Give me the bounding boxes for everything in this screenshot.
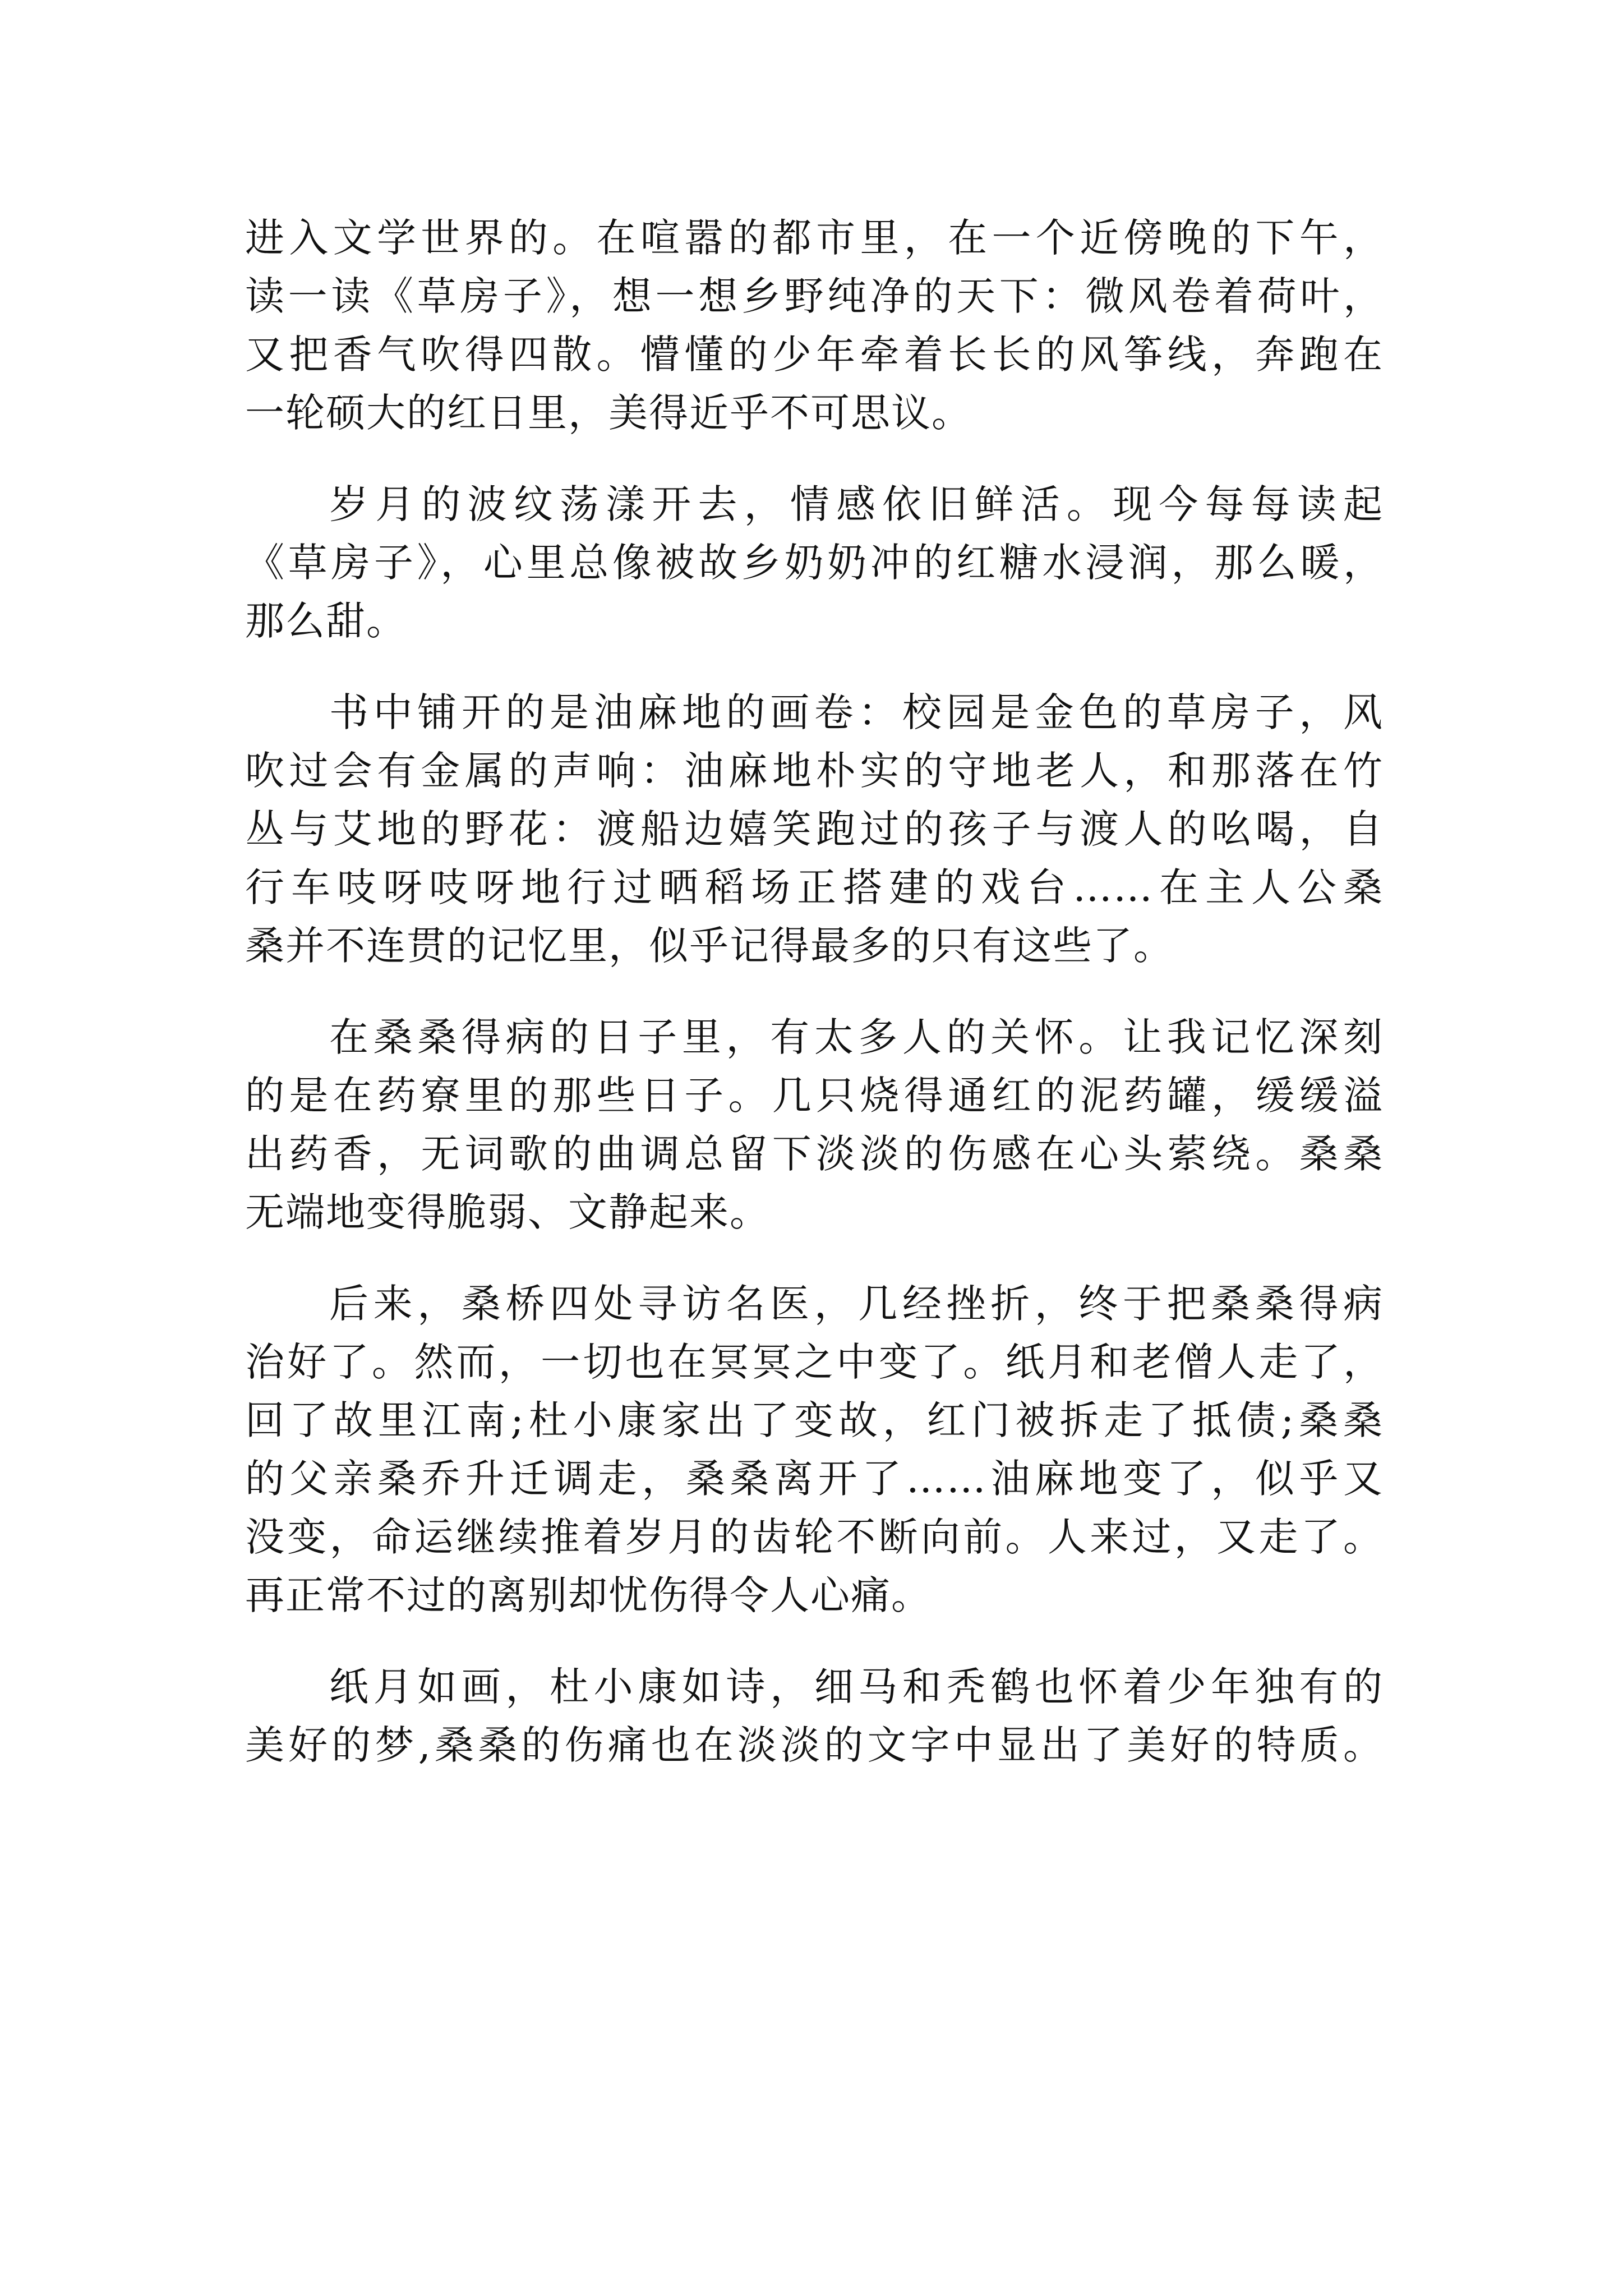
- paragraph-5: [245, 1274, 1384, 1625]
- text-line: 回了故里江南;杜小康家出了变故，红门被拆走了抵债;桑桑: [245, 1397, 1384, 1443]
- text-line: 又把香气吹得四散。懵懂的少年牵着长长的风筝线，奔跑在: [245, 332, 1384, 378]
- text-line: 再正常不过的离别却忧伤得令人心痛。: [245, 1572, 932, 1618]
- text-line: 那么甜。: [245, 598, 407, 644]
- text-line: 进入文学世界的。在喧嚣的都市里，在一个近傍晚的下午，: [245, 215, 1384, 261]
- text-line: 桑并不连贯的记忆里，似乎记得最多的只有这些了。: [245, 923, 1174, 969]
- text-line: 没变，命运继续推着岁月的齿轮不断向前。人来过，又走了。: [245, 1514, 1384, 1560]
- text-line: 岁月的波纹荡漾开去，情感依旧鲜活。现今每每读起: [329, 481, 1384, 527]
- paragraph-1: [245, 209, 1384, 442]
- body-text: [245, 209, 1384, 1807]
- text-line: 吹过会有金属的声响：油麻地朴实的守地老人，和那落在竹: [245, 748, 1384, 794]
- text-line: 《草房子》，心里总像被故乡奶奶冲的红糖水浸润，那么暖，: [245, 540, 1384, 586]
- text-line: 行车吱呀吱呀地行过晒稻场正搭建的戏台……在主人公桑: [245, 864, 1384, 910]
- text-line: 的是在药寮里的那些日子。几只烧得通红的泥药罐，缓缓溢: [245, 1073, 1384, 1119]
- text-line: 的父亲桑乔升迁调走，桑桑离开了……油麻地变了，似乎又: [245, 1456, 1384, 1502]
- paragraph-4: [245, 1008, 1384, 1241]
- text-line: 纸月如画，杜小康如诗，细马和秃鹤也怀着少年独有的: [329, 1664, 1384, 1710]
- text-line: 出药香，无词歌的曲调总留下淡淡的伤感在心头萦绕。桑桑: [245, 1131, 1384, 1177]
- text-line: 无端地变得脆弱、文静起来。: [245, 1189, 770, 1235]
- paragraph-2: [245, 475, 1384, 650]
- paragraph-3: [245, 683, 1384, 975]
- text-line: 治好了。然而，一切也在冥冥之中变了。纸月和老僧人走了，: [245, 1339, 1384, 1385]
- text-line: 后来，桑桥四处寻访名医，几经挫折，终于把桑桑得病: [329, 1281, 1384, 1327]
- text-line: 一轮硕大的红日里，美得近乎不可思议。: [245, 390, 972, 436]
- text-line: 丛与艾地的野花：渡船边嬉笑跑过的孩子与渡人的吆喝，自: [245, 806, 1384, 852]
- text-line: 书中铺开的是油麻地的画卷：校园是金色的草房子，风: [329, 689, 1384, 735]
- paragraph-6: [245, 1658, 1384, 1774]
- text-line: 读一读《草房子》，想一想乡野纯净的天下：微风卷着荷叶，: [245, 273, 1384, 319]
- text-line: 美好的梦,桑桑的伤痛也在淡淡的文字中显出了美好的特质。: [245, 1722, 1384, 1768]
- text-line: 在桑桑得病的日子里，有太多人的关怀。让我记忆深刻: [329, 1014, 1384, 1060]
